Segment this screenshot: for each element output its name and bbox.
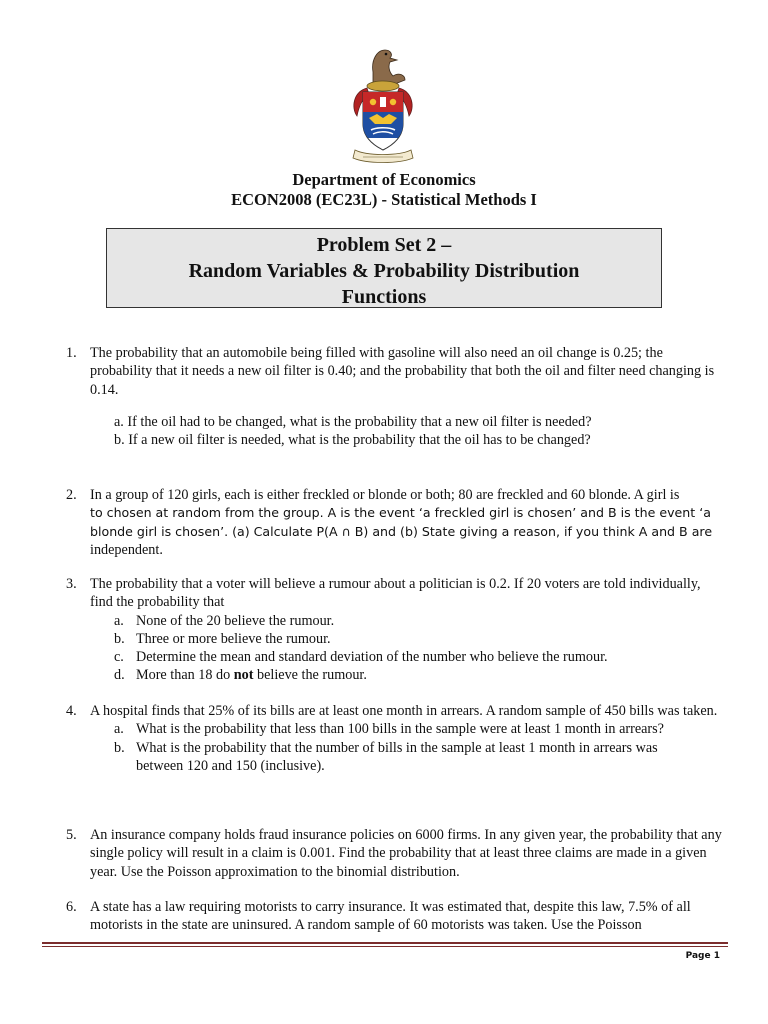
question-4	[66, 702, 726, 775]
title-line-1: Problem Set 2 –	[316, 234, 452, 256]
question-text-line: In a group of 120 girls, each is either freckled or blonde or both; 80 are freckled and 60 blonde. A girl is	[90, 487, 680, 503]
question-number: 5.	[66, 827, 77, 843]
question-6	[66, 898, 726, 935]
page-number: Page 1	[685, 951, 720, 961]
question-number: 1.	[66, 345, 77, 361]
question-1	[66, 344, 726, 449]
question-1-part-a: a. If the oil had to be changed, what is the probability that a new oil filter is needed?	[114, 413, 592, 430]
question-2	[66, 486, 726, 559]
footer-rule-thin	[42, 946, 728, 947]
question-text: An insurance company holds fraud insurance policies on 6000 firms. In any given year, the probability that any single policy will result in a claim is 0.001. Find the probability that at least three claims are made in a given year. Use the Poisson approximation to the binomial distribution.	[90, 827, 722, 880]
question-number: 3.	[66, 576, 77, 592]
problem-set-title-box	[106, 228, 662, 308]
department-name: Department of Economics	[292, 170, 476, 189]
question-number: 4.	[66, 703, 77, 719]
question-number: 6.	[66, 899, 77, 915]
question-text: A hospital finds that 25% of its bills are at least one month in arrears. A random sample of 450 bills was taken.	[90, 703, 718, 719]
question-4-part-b: b. What is the probability that the number of bills in the sample at least 1 month in arrears was between 120 and 150 (inclusive).	[114, 739, 658, 774]
question-text-sans: to chosen at random from the group. A is the event ‘a freckled girl is chosen’ and B is the event ‘a blonde girl is chosen’. (a) Calculate P(A ∩ B) and (b) State giving a reason, if you think A and B are	[90, 505, 713, 539]
question-3-part-a: a. None of the 20 believe the rumour.	[114, 612, 335, 629]
question-4-part-a: a. What is the probability that less than 100 bills in the sample were at least 1 month in arrears?	[114, 721, 664, 738]
question-text: The probability that an automobile being filled with gasoline will also need an oil change is 0.25; the probability that it needs a new oil filter is 0.40; and the probability that both the oil and filter need changing is 0.14.	[90, 345, 715, 398]
title-line-3: Functions	[341, 286, 427, 308]
question-1-part-b: b. If a new oil filter is needed, what is the probability that the oil has to be changed?	[114, 432, 591, 449]
course-name: ECON2008 (EC23L) - Statistical Methods I	[231, 190, 537, 209]
question-text: The probability that a voter will believe a rumour about a politician is 0.2. If 20 voters are told individually, find the probability that	[90, 576, 701, 611]
footer-rule	[42, 942, 728, 944]
question-5	[66, 826, 726, 881]
question-3-part-c: c. Determine the mean and standard deviation of the number who believe the rumour.	[114, 649, 608, 666]
title-line-2: Random Variables & Probability Distribution	[188, 260, 580, 282]
question-3	[66, 575, 726, 685]
question-text: A state has a law requiring motorists to carry insurance. It was estimated that, despite this law, 7.5% of all motorists in the state are uninsured. A random sample of 60 motorists was taken. Use the Poisson	[90, 899, 691, 934]
question-text-end: independent.	[90, 541, 163, 558]
university-crest-logo	[333, 42, 433, 166]
question-3-part-b: b. Three or more believe the rumour.	[114, 630, 331, 647]
question-number: 2.	[66, 487, 77, 503]
question-3-part-d: d. More than 18 do not believe the rumour.	[114, 667, 367, 684]
